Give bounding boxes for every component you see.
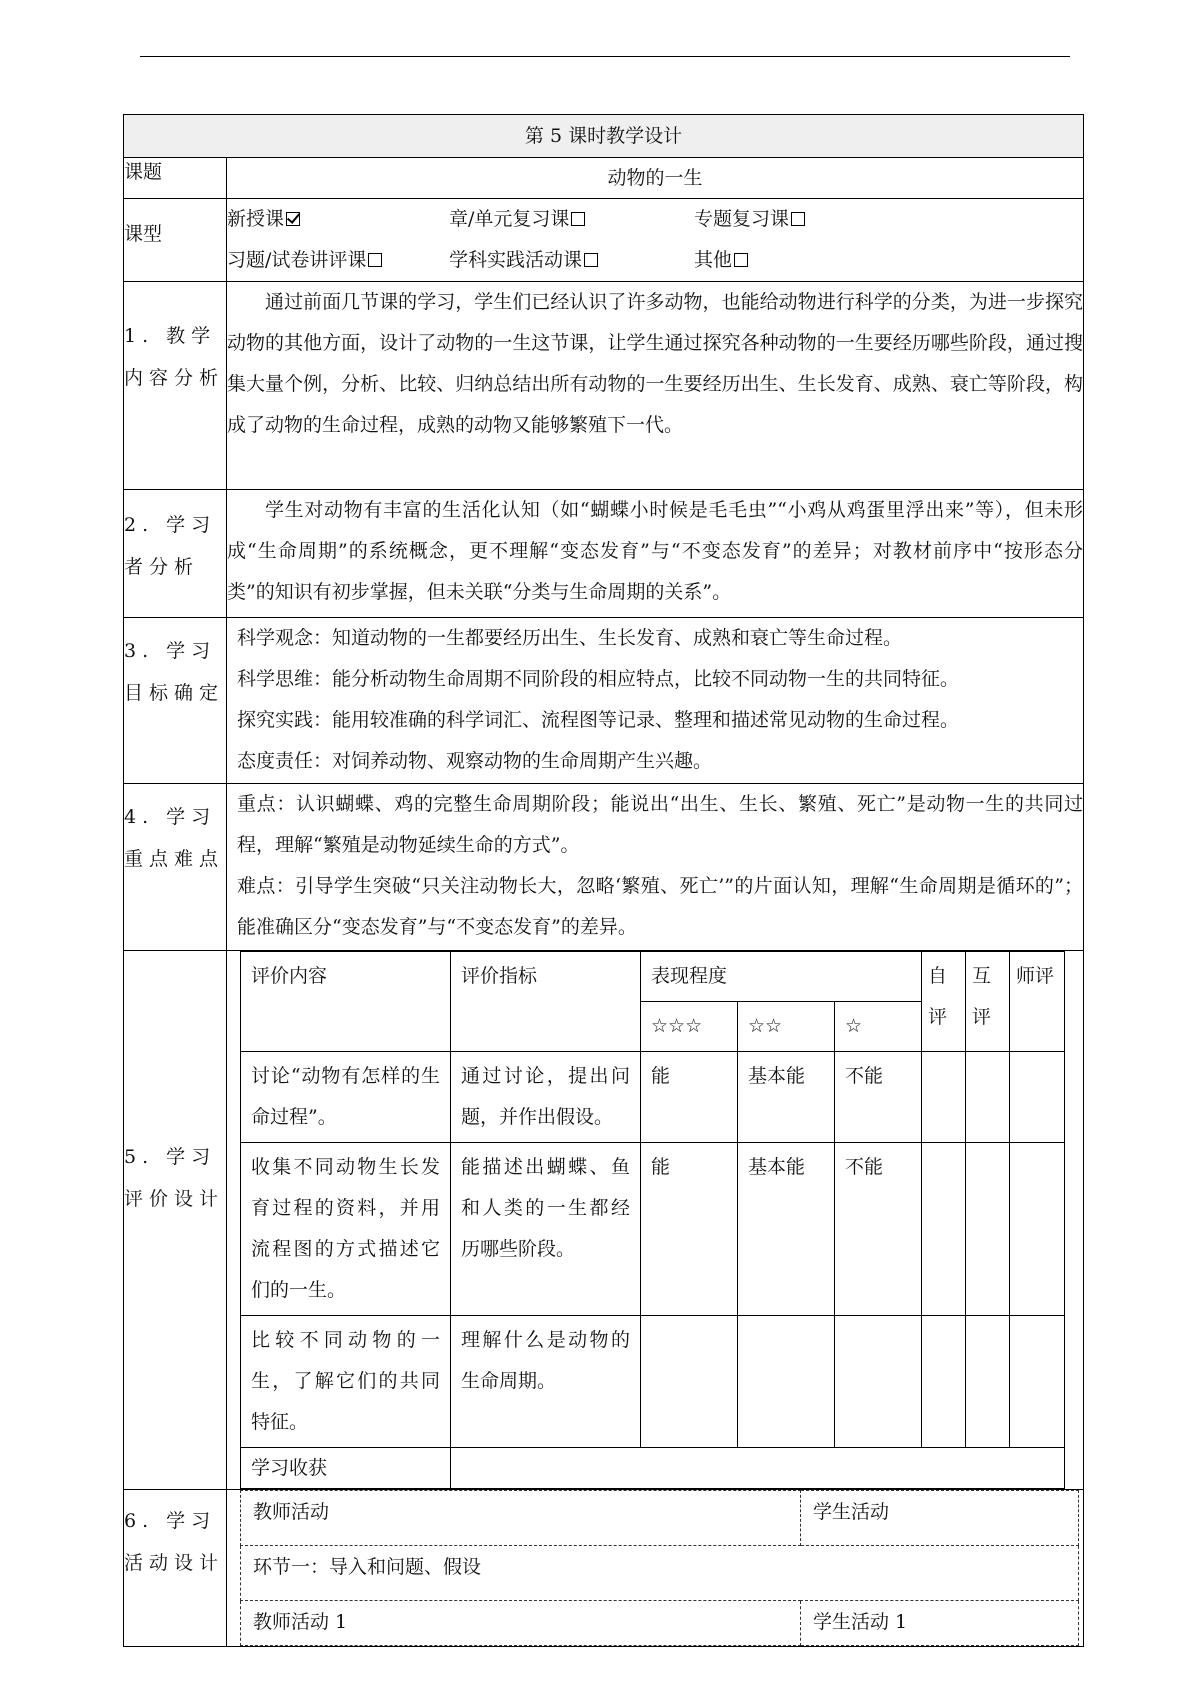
row-indicator: 能描述出蝴蝶、鱼和人类的一生都经历哪些阶段。 <box>451 1143 641 1316</box>
student-activity-header: 学生活动 <box>801 1491 1079 1546</box>
level-3-stars: ☆☆☆ <box>641 1002 738 1052</box>
type-option-practice[interactable]: 学科实践活动课 <box>449 240 694 281</box>
checkbox-icon[interactable] <box>791 212 805 226</box>
section-6-activities <box>227 1490 1084 1647</box>
activity-table <box>240 1490 1079 1646</box>
row-level-3: 能 <box>641 1052 738 1143</box>
row-level-1: 不能 <box>835 1143 922 1316</box>
table-row <box>241 1316 1065 1448</box>
type-label: 课型 <box>124 199 227 282</box>
student-activity-1: 学生活动 1 <box>801 1601 1079 1646</box>
self-eval-cell[interactable] <box>922 1052 966 1143</box>
row-level-3 <box>641 1316 738 1448</box>
row-level-2: 基本能 <box>738 1143 835 1316</box>
header-content: 评价内容 <box>241 952 451 1052</box>
self-eval-cell[interactable] <box>922 1316 966 1448</box>
goal-line: 科学观念：知道动物的一生都要经历出生、生长发育、成熟和衰亡等生命过程。 <box>237 627 903 649</box>
harvest-label: 学习收获 <box>241 1448 451 1489</box>
header-peer: 互评 <box>966 952 1010 1052</box>
section-1-label: 1. 教学内容分析 <box>124 282 227 490</box>
teacher-activity-1: 教师活动 1 <box>241 1601 801 1646</box>
goal-line: 科学思维：能分析动物生命周期不同阶段的相应特点，比较不同动物一生的共同特征。 <box>237 668 960 690</box>
section-3-goals <box>227 618 1084 784</box>
table-title: 第 5 课时教学设计 <box>124 115 1084 158</box>
section-2-text: 学生对动物有丰富的生活化认知（如“蝴蝶小时候是毛毛虫”“小鸡从鸡蛋里浮出来”等），但未形成“生命周期”的系统概念，更不理解“变态发育”与“不变态发育”的差异；对教材前序中“按形态分类”的知识有初步掌握，但未关联“分类与生命周期的关系”。 <box>227 490 1084 618</box>
topic-label: 课题 <box>124 158 227 199</box>
type-option-unit-review[interactable]: 章/单元复习课 <box>449 199 694 240</box>
keypoint-line: 难点：引导学生突破“只关注动物长大，忽略‘繁殖、死亡’”的片面认知，理解“生命周期是循环的”；能准确区分“变态发育”与“不变态发育”的差异。 <box>237 875 1084 938</box>
type-option-new[interactable]: 新授课 <box>227 199 449 240</box>
peer-eval-cell[interactable] <box>966 1143 1010 1316</box>
topic-value: 动物的一生 <box>227 158 1084 199</box>
level-1-star: ☆ <box>835 1002 922 1052</box>
table-row <box>241 1052 1065 1143</box>
row-content: 比较不同动物的一生，了解它们的共同特征。 <box>241 1316 451 1448</box>
row-content: 讨论“动物有怎样的生命过程”。 <box>241 1052 451 1143</box>
section-6-label: 6. 学习活动设计 <box>124 1490 227 1647</box>
teacher-eval-cell[interactable] <box>1010 1143 1065 1316</box>
type-options <box>227 199 1084 282</box>
teacher-eval-cell[interactable] <box>1010 1316 1065 1448</box>
section-1-text: 通过前面几节课的学习，学生们已经认识了许多动物，也能给动物进行科学的分类，为进一步探究动物的其他方面，设计了动物的一生这节课，让学生通过探究各种动物的一生要经历哪些阶段，通过搜集大量个例，分析、比较、归纳总结出所有动物的一生要经历出生、生长发育、成熟、衰亡等阶段，构成了动物的生命过程，成熟的动物又能够繁殖下一代。 <box>227 282 1084 490</box>
row-level-2 <box>738 1316 835 1448</box>
type-option-topic-review[interactable]: 专题复习课 <box>694 199 805 240</box>
row-content: 收集不同动物生长发育过程的资料，并用流程图的方式描述它们的一生。 <box>241 1143 451 1316</box>
section-2-label: 2. 学习者分析 <box>124 490 227 618</box>
header-teacher: 师评 <box>1010 952 1065 1052</box>
type-option-exercise[interactable]: 习题/试卷讲评课 <box>227 240 449 281</box>
self-eval-cell[interactable] <box>922 1143 966 1316</box>
checkbox-icon[interactable] <box>571 212 585 226</box>
section-5-label: 5. 学习评价设计 <box>124 951 227 1490</box>
table-row <box>241 1143 1065 1316</box>
checkbox-icon[interactable] <box>734 253 748 267</box>
peer-eval-cell[interactable] <box>966 1052 1010 1143</box>
row-level-3: 能 <box>641 1143 738 1316</box>
row-level-1: 不能 <box>835 1052 922 1143</box>
section-5-evaluation <box>227 951 1084 1490</box>
goal-line: 探究实践：能用较准确的科学词汇、流程图等记录、整理和描述常见动物的生命过程。 <box>237 709 960 731</box>
row-indicator: 通过讨论，提出问题，并作出假设。 <box>451 1052 641 1143</box>
header-level: 表现程度 <box>641 952 922 1002</box>
section-4-keypoints <box>227 784 1084 951</box>
teacher-activity-header: 教师活动 <box>241 1491 801 1546</box>
row-level-1 <box>835 1316 922 1448</box>
checkbox-icon[interactable] <box>368 253 382 267</box>
harvest-field[interactable] <box>451 1448 1065 1489</box>
teacher-eval-cell[interactable] <box>1010 1052 1065 1143</box>
section-4-label: 4. 学习重点难点 <box>124 784 227 951</box>
header-self: 自评 <box>922 952 966 1052</box>
goal-line: 态度责任：对饲养动物、观察动物的生命周期产生兴趣。 <box>237 750 713 772</box>
keypoint-line: 重点：认识蝴蝶、鸡的完整生命周期阶段；能说出“出生、生长、繁殖、死亡”是动物一生的共同过程，理解“繁殖是动物延续生命的方式”。 <box>237 793 1084 856</box>
checked-box-icon[interactable] <box>286 212 300 226</box>
header-indicator: 评价指标 <box>451 952 641 1052</box>
checkbox-icon[interactable] <box>584 253 598 267</box>
row-indicator: 理解什么是动物的生命周期。 <box>451 1316 641 1448</box>
peer-eval-cell[interactable] <box>966 1316 1010 1448</box>
stage-1-title: 环节一：导入和问题、假设 <box>241 1546 1079 1601</box>
row-level-2: 基本能 <box>738 1052 835 1143</box>
lesson-design-table <box>123 114 1084 1647</box>
level-2-stars: ☆☆ <box>738 1002 835 1052</box>
section-3-label: 3. 学习目标确定 <box>124 618 227 784</box>
header-rule <box>140 56 1070 57</box>
evaluation-table <box>240 951 1065 1489</box>
type-option-other[interactable]: 其他 <box>694 240 748 281</box>
